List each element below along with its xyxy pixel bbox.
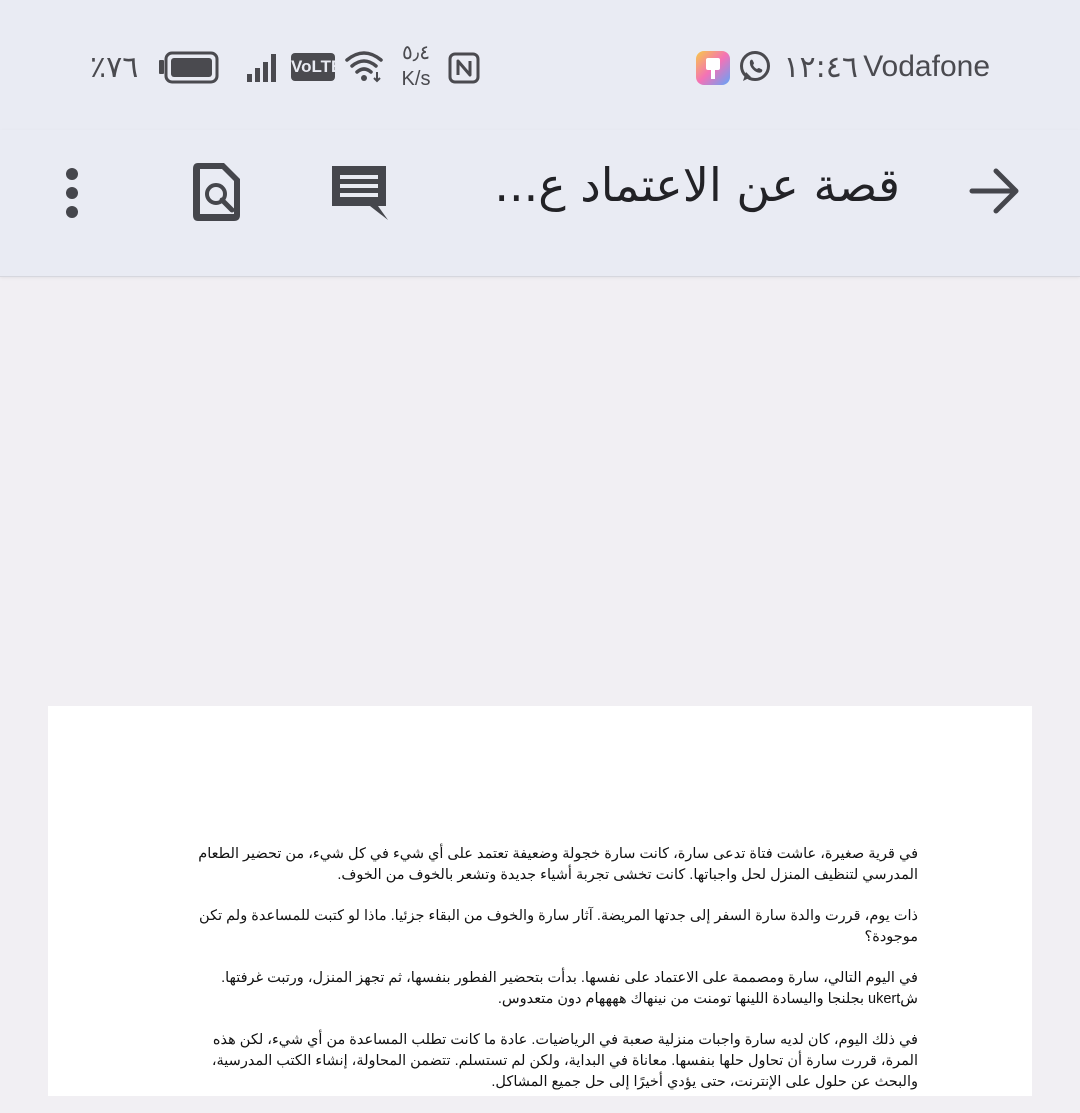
more-vert-icon[interactable] xyxy=(60,166,84,220)
document-page[interactable] xyxy=(48,706,1032,1096)
clock: ١٢:٤٦ xyxy=(783,50,858,85)
app-icon xyxy=(695,51,731,85)
document-body xyxy=(172,844,918,1113)
paragraph: في ذلك اليوم، كان لديه سارة واجبات منزلية صعبة في الرياضيات. عادة ما كانت تطلب المساعدة من أي شيء، لكن هذه المرة، قررت سارة أن تحاول حلها بنفسها. معاناة في البداية، ولكن لم تستسلم. تتضمن المحاولة، إنشاء الكتب المدرسية، والبحث عن حلول على الإنترنت، حتى يؤدي أخيرًا إلى حل جميع المشاكل. xyxy=(211,1032,918,1090)
whatsapp-icon xyxy=(738,50,772,84)
back-arrow-icon[interactable] xyxy=(968,166,1022,216)
network-speed-value: ٥٫٤ xyxy=(402,42,430,64)
paragraph: في قرية صغيرة، عاشت فتاة تدعى سارة، كانت سارة خجولة وضعيفة تعتمد على أي شيء في كل شيء، من تحضير الطعام المدرسي لتنظيف المنزل لحل واجباتها. كانت تخشى تجربة أشياء جديدة وتشعر بالخوف من الخوف. xyxy=(198,846,918,883)
paragraph: ذات يوم، قررت والدة سارة السفر إلى جدتها المريضة. آثار سارة والخوف من البقاء جزئيا. ماذا لو كتبت للمساعدة ولم تكن موجودة؟ xyxy=(199,908,918,945)
status-bar xyxy=(0,0,1080,130)
battery-icon xyxy=(158,51,220,85)
carrier-name: Vodafone xyxy=(863,50,990,83)
paragraph: في اليوم التالي، سارة ومصممة على الاعتماد على نفسها. بدأت بتحضير الفطور بنفسها، ثم تجهز المنزل، ورتبت غرفتها. شukert بجلنجا واليسادة اللينها تومنت من نينهاك ههههام دون متعدوس. xyxy=(221,970,918,1007)
nfc-icon xyxy=(448,52,480,84)
network-speed-unit: K/s xyxy=(401,68,431,90)
document-title: قصة عن الاعتماد ع... xyxy=(494,158,900,212)
network-speed xyxy=(396,40,436,92)
find-in-page-icon[interactable] xyxy=(190,160,244,224)
signal-icon xyxy=(246,50,282,84)
comment-icon[interactable] xyxy=(328,162,392,224)
battery-percent: ٪٧٦ xyxy=(90,50,139,85)
volte-icon: VoLTE xyxy=(291,53,335,81)
wifi-icon xyxy=(344,48,386,84)
